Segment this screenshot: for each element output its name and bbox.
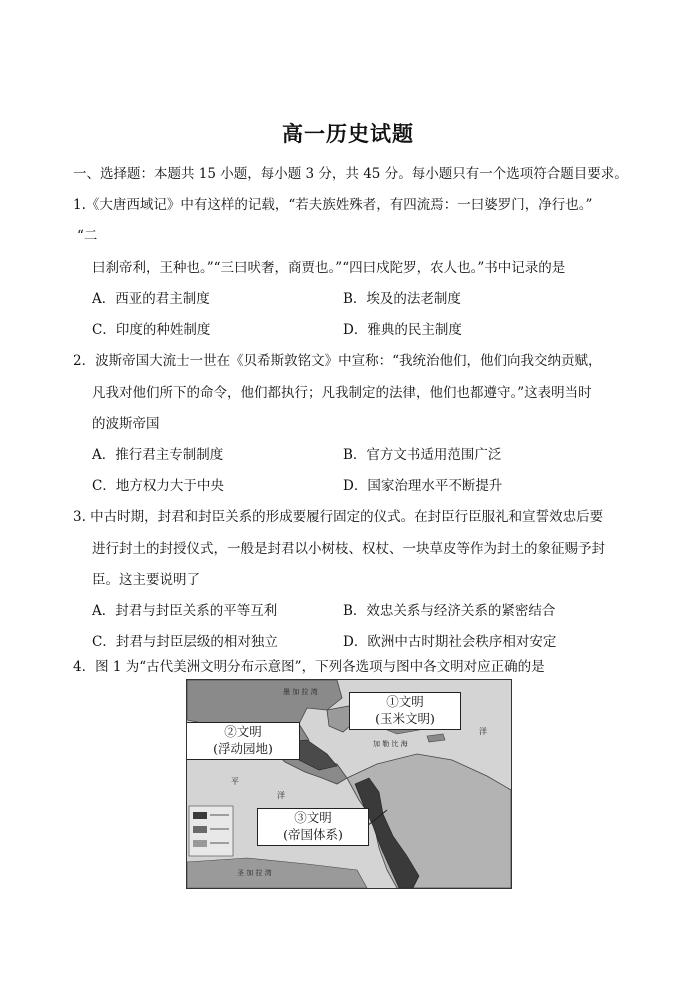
q1-option-d: D．雅典的民主制度 [343, 322, 462, 338]
q2-option-c: C．地方权力大于中央 [92, 478, 224, 494]
q1-option-a: A．西亚的君主制度 [92, 291, 210, 307]
q3-option-c: C．封君与封臣层级的相对独立 [92, 634, 278, 650]
q3-option-d: D．欧洲中古时期社会秩序相对安定 [343, 634, 557, 650]
q3-option-b: B．效忠关系与经济关系的紧密结合 [343, 603, 556, 619]
callout-civilization-2 [186, 722, 300, 760]
callout-3-subtitle: (帝国体系) [283, 827, 343, 842]
q3-stem-line1: 3. 中古时期，封君和封臣关系的形成要履行固定的仪式。在封臣行臣服礼和宣誓效忠后要 [73, 509, 604, 525]
q1-stem-line3: 曰刹帝利，王种也。”“三曰吠奢，商贾也。”“四曰戍陀罗，农人也。”书中记录的是 [92, 260, 566, 276]
q3-option-a: A．封君与封臣关系的平等互利 [92, 603, 278, 619]
section-instructions: 一、选择题：本题共 15 小题，每小题 3 分，共 45 分。每小题只有一个选项符合题目要求。 [73, 166, 628, 182]
callout-3-title: ③文明 [294, 810, 332, 825]
q3-stem-line2: 进行封土的封授仪式，一般是封君以小树枝、权杖、一块草皮等作为封土的象征赐予封 [92, 541, 605, 557]
q2-stem-line2: 凡我对他们所下的命令，他们都执行；凡我制定的法律，他们也都遵守。”这表明当时 [92, 385, 592, 401]
q1-stem-line1: 1.《大唐西域记》中有这样的记载，“若夫族姓殊者，有四流焉：一曰婆罗门，净行也。” [73, 197, 593, 213]
q4-stem-line1: 4．图 1 为“古代美洲文明分布示意图”，下列各选项与图中各文明对应正确的是 [73, 659, 545, 675]
map-label-ping: 平 [231, 777, 239, 786]
callout-1-title: ①文明 [386, 694, 424, 709]
q2-option-a: A．推行君主专制制度 [92, 447, 224, 463]
page-title: 高一历史试题 [282, 122, 414, 146]
callout-civilization-1 [349, 692, 461, 730]
q3-stem-line3: 臣。这主要说明了 [92, 572, 200, 588]
callout-1-subtitle: (玉米文明) [375, 711, 435, 726]
q1-option-b: B．埃及的法老制度 [343, 291, 461, 307]
q2-option-d: D．国家治理水平不断提升 [343, 478, 503, 494]
q1-stem-line2: “二 [77, 228, 98, 244]
map-label-yang: 洋 [277, 791, 285, 800]
americas-civilization-map [186, 679, 512, 889]
callout-2-title: ②文明 [224, 724, 262, 739]
map-label-caribbean: 加 勒 比 海 [373, 740, 408, 748]
map-label-ocean-right: 洋 [479, 727, 487, 736]
q1-option-c: C．印度的种姓制度 [92, 322, 211, 338]
map-label-gulf: 墨 加 拉 湾 [283, 688, 318, 696]
callout-2-subtitle: (浮动园地) [213, 741, 273, 756]
q2-stem-line1: 2．波斯帝国大流士一世在《贝希斯敦铭文》中宣称：“我统治他们，他们向我交纳贡赋， [73, 353, 602, 369]
q2-option-b: B．官方文书适用范围广泛 [343, 447, 502, 463]
q2-stem-line3: 的波斯帝国 [92, 416, 160, 432]
map-label-bottom: 圣 加 拉 湾 [237, 869, 272, 877]
callout-civilization-3 [257, 808, 369, 846]
